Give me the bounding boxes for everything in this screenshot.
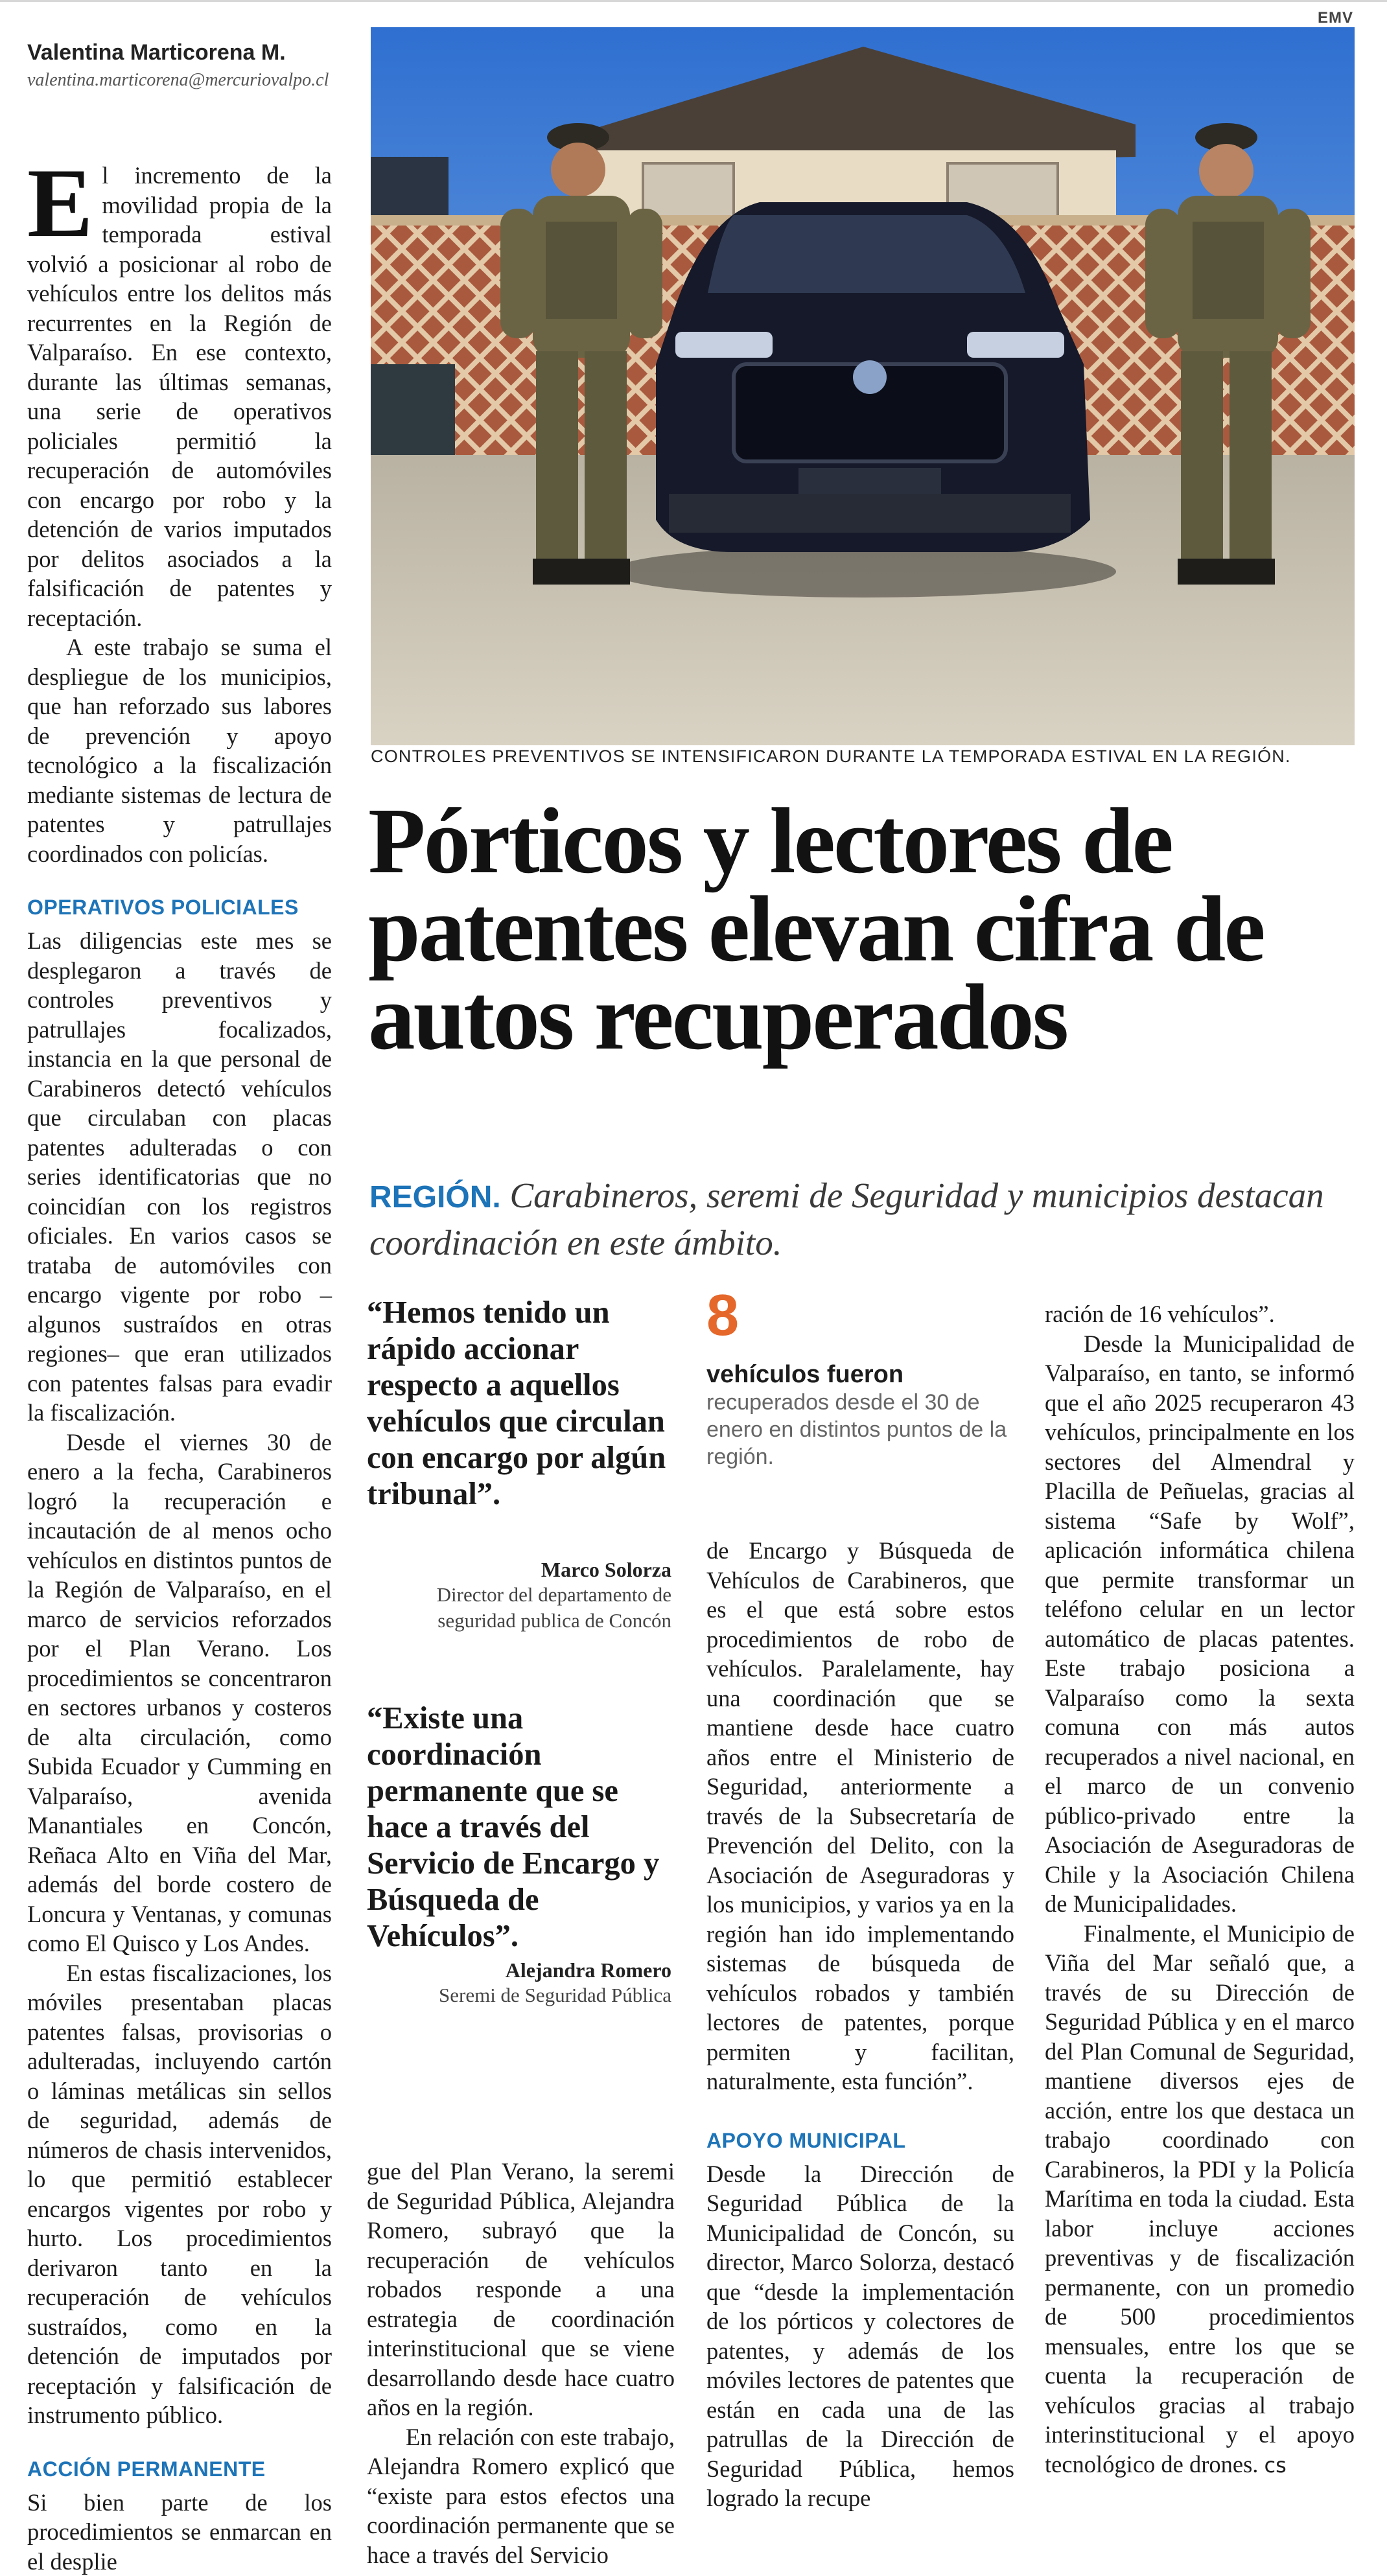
subheading-operativos: OPERATIVOS POLICIALES (27, 896, 332, 920)
quote-role: Director del departamento de seguridad publica de Concón (367, 1582, 671, 1634)
author-name: Valentina Marticorena M. (27, 40, 286, 65)
deck-label: REGIÓN. (369, 1180, 501, 1214)
paragraph: A este trabajo se suma el despliegue de los municipios, que han reforzado sus labores de prevención y apoyo tecnológico a la fiscalización mediante sistemas de lectura de patentes y patrullajes coordinados con policías. (27, 632, 332, 868)
quote-name: Marco Solorza (367, 1558, 671, 1582)
deck (369, 1173, 1368, 1266)
paragraph-text: Finalmente, el Municipio de Viña del Mar señaló que, a través de su Dirección de Seguridad Pública y en el marco del Plan Comunal de Seguridad, mantiene diversos ejes de acción, entre los que destaca un trabajo coordinado con Carabineros, la PDI y la Policía Marítima en toda la ciudad. Esta labor incluye acciones preventivas y de fiscalización permanente, con un promedio de 500 procedimientos mensuales, entre los que se cuenta la recuperación de vehículos gracias al trabajo interinstitucional y el apoyo tecnológico de drones. (1045, 1920, 1355, 2477)
paragraph: En estas fiscalizaciones, los móviles presentaban placas patentes falsas, provisorias o adulteradas, incluyendo cartón o láminas metálicas sin sellos de seguridad, además de números de chasis intervenidos, lo que permitió establecer encargos vigentes por robo y hurto. Los procedimientos derivaron tanto en la recuperación de vehículos sustraídos, como en la detención de imputados por receptación y falsificación de instrumento público. (27, 1958, 332, 2430)
quote-role: Seremi de Seguridad Pública (367, 1982, 671, 2008)
stat-box (706, 1361, 1023, 1470)
column-2 (367, 2157, 675, 2570)
paragraph: Desde la Dirección de Seguridad Pública de la Municipalidad de Concón, su director, Marco Solorza, destacó que “desde la implementación de los pórticos y colectores de patentes, y además de los móviles lectores de patentes que están en cada una de las patrullas de la Dirección de Seguridad Pública, hemos logrado la recupe (706, 2159, 1014, 2513)
paragraph: Si bien parte de los procedimientos se enmarcan en el desplie (27, 2488, 332, 2576)
column-4 (1045, 1299, 1355, 2480)
photo-caption: CONTROLES PREVENTIVOS SE INTENSIFICARON DURANTE LA TEMPORADA ESTIVAL EN LA REGIÓN. (371, 747, 1291, 767)
paragraph (1045, 1919, 1355, 2481)
author-email[interactable]: valentina.marticorena@mercuriovalpo.cl (27, 70, 329, 91)
paragraph: de Encargo y Búsqueda de Vehículos de Carabineros, que es el que está sobre estos procedimientos de robo de vehículos. Paralelamente, hay una coordinación que se mantiene desde hace cuatro años entre el Ministerio de Seguridad, anteriormente a través de la Subsecretaría de Prevención del Delito, con la Asociación de Aseguradoras y los municipios, y varios ya en la región han ido implementando sistemas de búsqueda de vehículos robados y también lectores de patentes, porque permiten y facilitan, naturalmente, esta función”. (706, 1536, 1014, 2096)
drop-cap: E (27, 165, 93, 241)
stat-text: recuperados desde el 30 de enero en distintos puntos de la región. (706, 1390, 1007, 1469)
headline: Pórticos y lectores de patentes elevan cifra de autos recuperados (368, 797, 1366, 1062)
paragraph: Desde el viernes 30 de enero a la fecha, Carabineros logró la recuperación e incautación de al menos ocho vehículos en distintos puntos de la Región de Valparaíso, en el marco de servicios reforzados por el Plan Verano. Los procedimientos se concentraron en sectores urbanos y costeros de alta circulación, como Subida Ecuador y Cumming en Valparaíso, avenida Manantiales en Concón, Reñaca Alto en Viña del Mar, además del borde costero de Loncura y Ventanas, y comunas como El Quisco y Los Andes. (27, 1428, 332, 1958)
subheading-accion: ACCIÓN PERMANENTE (27, 2457, 332, 2481)
pull-quote-1 (367, 1295, 671, 1634)
quote-name: Alejandra Romero (367, 1958, 671, 1982)
end-mark: cs (1265, 2453, 1287, 2477)
paragraph: Desde la Municipalidad de Valparaíso, en tanto, se informó que el año 2025 recuperaron 43 vehículos, principalmente en los sectores del Almendral y Placilla de Peñuelas, gracias al sistema “Safe by Wolf”, aplicación informática chilena que permite transformar un teléfono celular en un lector automático de placas patentes. Este trabajo posiciona a Valparaíso como la sexta comuna con más autos recuperados a nivel nacional, en el marco de un convenio público-privado entre la Asociación de Aseguradoras de Chile y la Asociación Chilena de Municipalidades. (1045, 1329, 1355, 1919)
column-3 (706, 1536, 1014, 2513)
paragraph: Las diligencias este mes se desplegaron a través de controles preventivos y patrullajes focalizados, instancia en la que personal de Carabineros detectó vehículos que circulaban con placas patentes adulteradas o con series identificatorias que no coincidían con los registros oficiales. En varios casos se trataba de automóviles con encargo vigente por robo –algunos sustraídos en otras regiones– que eran utilizados con patentes falsas para evadir la fiscalización. (27, 926, 332, 1428)
quote-text: “Existe una coordinación permanente que se hace a través del Servicio de Encargo y Búsqueda de Vehículos”. (367, 1700, 671, 1955)
top-rule (0, 0, 1387, 2)
subheading-apoyo: APOYO MUNICIPAL (706, 2129, 1014, 2153)
stat-number: 8 (706, 1286, 739, 1345)
lead-text: l incremento de la movilidad propia de la temporada estival volvió a posicionar al robo de vehículos entre los delitos más recurrentes en la Región de Valparaíso. En ese contexto, durante las últimas semanas, una serie de operativos policiales permitió la recuperación de automóviles con encargo por robo y la detención de varios imputados por delitos asociados a la falsificación de patentes y receptación. (27, 162, 332, 631)
deck-text: Carabineros, seremi de Seguridad y municipios destacan coordinación en este ámbito. (369, 1176, 1324, 1262)
paragraph: ración de 16 vehículos”. (1045, 1299, 1355, 1329)
column-1 (27, 161, 332, 2576)
section-tag: EMV (1318, 9, 1353, 27)
paragraph: En relación con este trabajo, Alejandra Romero explicó que “existe para estos efectos una coordinación permanente que se hace a través del Servicio (367, 2422, 675, 2570)
paragraph: gue del Plan Verano, la seremi de Seguridad Pública, Alejandra Romero, subrayó que la recuperación de vehículos robados responde a una estrategia de coordinación interinstitucional que se viene desarrollando desde hace cuatro años en la región. (367, 2157, 675, 2422)
article-photo (371, 27, 1355, 745)
pull-quote-2 (367, 1700, 671, 2008)
lead-paragraph (27, 161, 332, 632)
carabineros-vehicle-illustration (371, 27, 1355, 745)
stat-bold: vehículos fueron (706, 1361, 903, 1388)
quote-text: “Hemos tenido un rápido accionar respecto a aquellos vehículos que circulan con encargo por algún tribunal”. (367, 1295, 671, 1513)
